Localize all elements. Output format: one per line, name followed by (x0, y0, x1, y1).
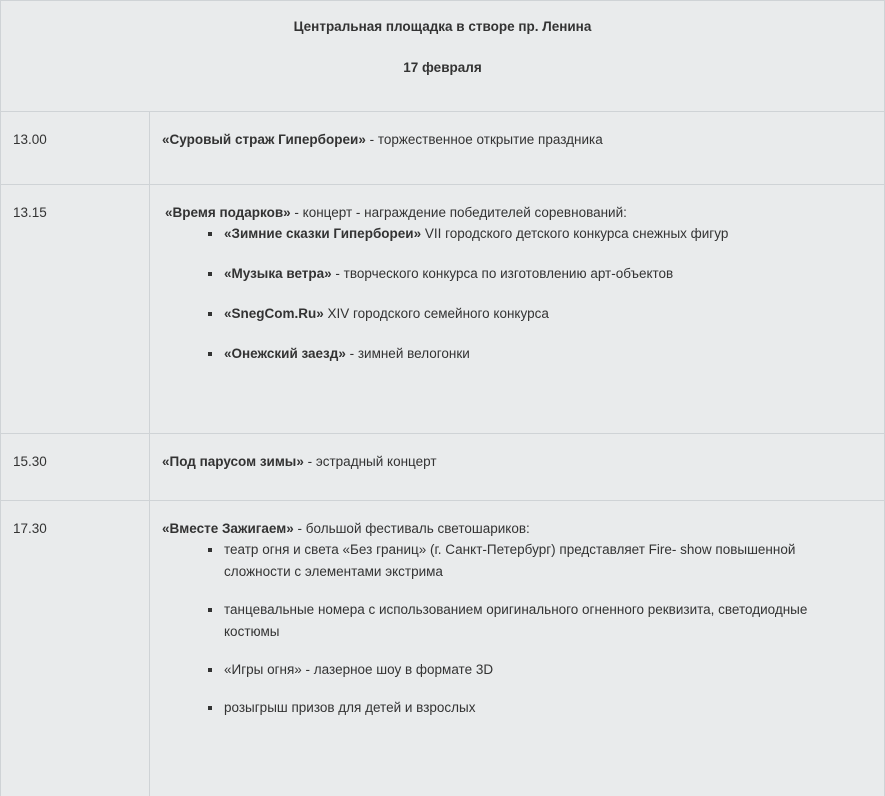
venue-title: Центральная площадка в створе пр. Ленина (293, 19, 592, 34)
list-item-text: розыгрыш призов для детей и взрослых (224, 700, 476, 715)
header-row (1, 1, 885, 112)
time-label: 15.30 (13, 454, 47, 469)
time-label: 13.15 (13, 205, 47, 220)
list-item-text: танцевальные номера с использованием оригинального огненного реквизита, светодиодные костюмы (224, 602, 808, 639)
event-title: «Вместе Зажигаем» (162, 521, 294, 536)
table-row (1, 434, 885, 501)
list-item-title: «Музыка ветра» (224, 266, 332, 281)
list-item-text: XIV городского семейного конкурса (323, 306, 549, 321)
event-line (150, 434, 884, 472)
list-item-text: VII городского детского конкурса снежных фигур (421, 226, 729, 241)
list-item-text: «Игры огня» - лазерное шоу в формате 3D (224, 662, 494, 677)
list-item (150, 343, 884, 365)
table-row (1, 501, 885, 796)
list-item (150, 659, 884, 681)
event-date: 17 февраля (403, 60, 482, 75)
time-cell (1, 434, 150, 501)
event-cell (150, 185, 885, 434)
event-title: «Под парусом зимы» (162, 454, 304, 469)
bullet-icon (208, 312, 212, 316)
event-title: «Время подарков» (165, 205, 291, 220)
time-cell (1, 501, 150, 796)
bullet-icon (208, 668, 212, 672)
event-description: - эстрадный концерт (303, 454, 437, 469)
event-description: - большой фестиваль светошариков: (293, 521, 530, 536)
event-description: - торжественное открытие праздника (365, 132, 603, 147)
event-line (150, 112, 884, 150)
table-row (1, 185, 885, 434)
event-cell (150, 501, 885, 796)
bullet-icon (208, 272, 212, 276)
list-item-text: - зимней велогонки (345, 346, 470, 361)
table-row (1, 112, 885, 185)
time-cell (1, 112, 150, 185)
time-cell (1, 185, 150, 434)
bullet-icon (208, 548, 212, 552)
award-list (150, 223, 884, 365)
list-item-text: - творческого конкурса по изготовлению арт-объектов (331, 266, 674, 281)
bullet-icon (208, 352, 212, 356)
time-label: 17.30 (13, 521, 47, 536)
bullet-icon (208, 706, 212, 710)
list-item (150, 263, 884, 285)
list-item (150, 599, 884, 643)
event-cell (150, 434, 885, 501)
event-title: «Суровый страж Гипербореи» (162, 132, 366, 147)
bullet-icon (208, 608, 212, 612)
event-cell (150, 112, 885, 185)
list-item-title: «Онежский заезд» (224, 346, 346, 361)
list-item (150, 697, 884, 719)
bullet-icon (208, 232, 212, 236)
list-item (150, 303, 884, 325)
list-item-title: «Зимние сказки Гипербореи» (224, 226, 422, 241)
festival-list (150, 539, 884, 719)
list-item (150, 539, 884, 583)
list-item-text: театр огня и света «Без границ» (г. Санкт-Петербург) представляет Fire- show повышенной сложности с элементами экстрима (224, 542, 796, 579)
event-line (150, 501, 884, 539)
event-description: - концерт - награждение победителей соревнований: (290, 205, 627, 220)
list-item (150, 223, 884, 245)
event-line (150, 185, 884, 223)
header-cell (1, 1, 885, 112)
list-item-title: «SnegCom.Ru» (224, 306, 324, 321)
time-label: 13.00 (13, 132, 47, 147)
